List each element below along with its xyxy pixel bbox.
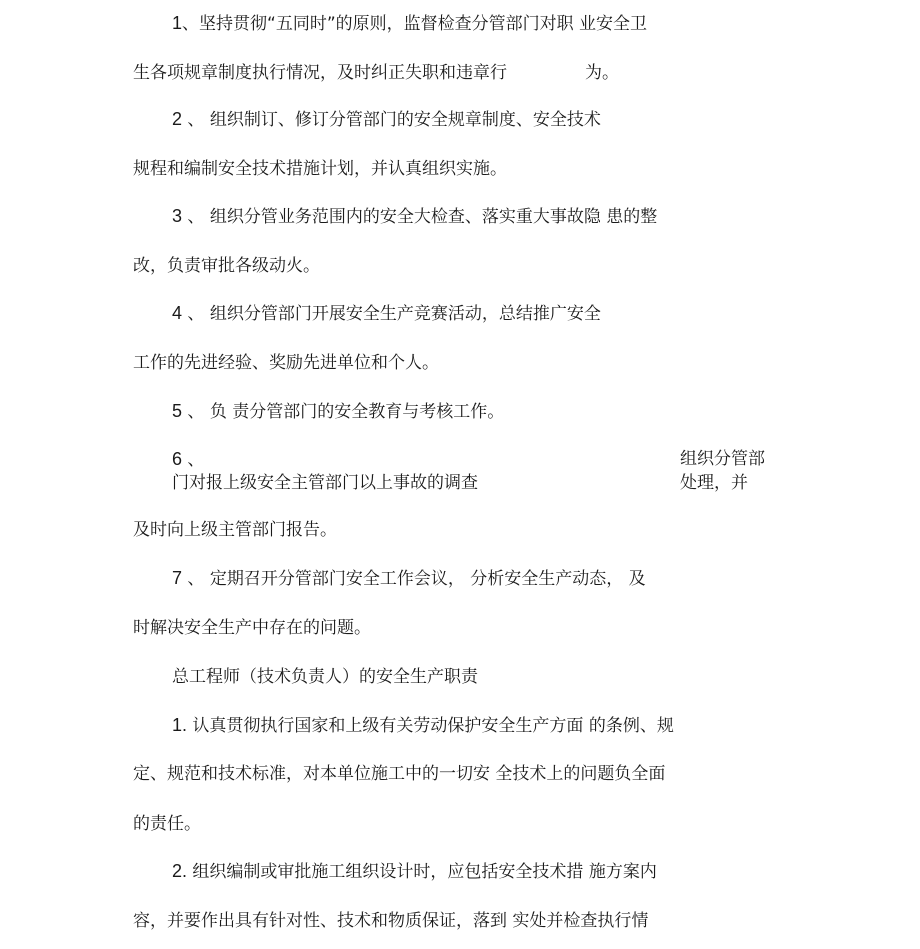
item-text: 、坚持贯彻“五同时”的原则，监督检查分管部门对职 业安全卫 [182,14,648,34]
heading-text: 总工程师（技术负责人）的安全生产职责 [172,667,478,687]
item-text-tail: 为。 [585,63,619,83]
item-7-line-2 [133,617,371,639]
item-number: 2 [172,109,183,129]
item-text: 、 [182,450,205,470]
item-text: 、 组织分管业务范围内的安全大检查、落实重大事故隐 患的整 [182,207,658,227]
item-6-line-1-right [680,448,765,470]
duty-2-line-1 [172,860,657,883]
section-heading [172,666,478,688]
item-text: 时解决安全生产中存在的问题。 [133,618,371,638]
item-number: 4 [172,303,183,323]
duty-2-line-2 [133,910,648,932]
item-4-line-1 [172,302,601,325]
item-text: 容，并要作出具有针对性、技术和物质保证，落到 实处并检查执行情 [133,911,649,931]
item-3-line-1 [172,205,657,228]
item-5-line-1 [172,400,504,423]
duty-1-line-2 [133,763,665,785]
item-3-line-2 [133,255,320,277]
item-2-line-1 [172,108,601,131]
item-number: 7 [172,568,183,588]
item-6-line-1 [172,448,204,471]
item-1-line-2 [133,62,507,84]
item-number: 1. [172,715,188,735]
item-number: 2. [172,861,188,881]
item-2-line-2 [133,158,507,180]
item-text: 工作的先进经验、奖励先进单位和个人。 [133,353,439,373]
item-number: 5 [172,401,183,421]
item-4-line-2 [133,352,439,374]
item-text: 的责任。 [133,814,201,834]
item-text: 认真贯彻执行国家和上级有关劳动保护安全生产方面 的条例、规 [187,716,674,736]
item-text: 门对报上级安全主管部门以上事故的调查 [172,473,478,493]
item-text-right: 组织分管部 [680,449,765,469]
item-6-line-2 [172,472,478,494]
item-6-line-2-right [680,472,748,494]
item-1-line-2-tail [585,62,619,84]
duty-1-line-3 [133,813,201,835]
item-text: 、 组织制订、修订分管部门的安全规章制度、安全技术 [182,110,601,130]
item-text: 、 负 责分管部门的安全教育与考核工作。 [182,402,505,422]
item-number: 6 [172,449,183,469]
item-number: 1 [172,13,183,33]
item-6-line-3 [133,519,337,541]
item-1-line-1 [172,12,647,35]
item-text: 、 定期召开分管部门安全工作会议， 分析安全生产动态， 及 [182,569,646,589]
item-text: 、 组织分管部门开展安全生产竞赛活动，总结推广安全 [182,304,601,324]
item-text-right: 处理，并 [680,473,748,493]
item-text: 定、规范和技术标准，对本单位施工中的一切安 全技术上的问题负全面 [133,764,666,784]
item-text: 改，负责审批各级动火。 [133,256,320,276]
duty-1-line-1 [172,714,674,737]
item-text: 及时向上级主管部门报告。 [133,520,337,540]
item-text: 生各项规章制度执行情况，及时纠正失职和违章行 [133,63,507,83]
item-7-line-1 [172,567,646,590]
item-text: 规程和编制安全技术措施计划，并认真组织实施。 [133,159,507,179]
item-number: 3 [172,206,183,226]
item-text: 组织编制或审批施工组织设计时，应包括安全技术措 施方案内 [187,862,657,882]
